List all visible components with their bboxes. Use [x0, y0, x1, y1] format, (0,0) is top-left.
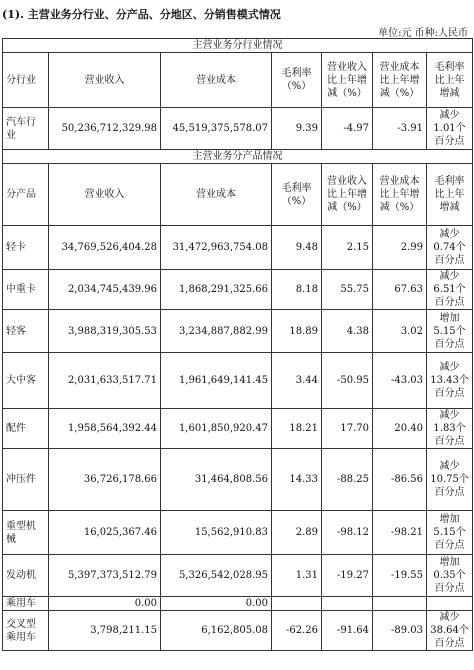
- gross-margin-value: 18.89: [272, 310, 322, 353]
- cost-value: 31,472,963,754.08: [161, 226, 272, 270]
- cost-value: 1,601,850,920.47: [161, 409, 272, 449]
- column-header: 分行业: [3, 53, 49, 108]
- table-row: [3, 611, 473, 651]
- row-name: 乘用车: [3, 597, 49, 611]
- revenue-change-value: 55.75: [322, 270, 373, 310]
- cost-value: 31,464,808.56: [161, 449, 272, 511]
- gross-margin-value: 14.33: [272, 449, 322, 511]
- column-header: 毛利率（%）: [272, 53, 322, 108]
- cost-change-value: 3.02: [373, 310, 427, 353]
- cost-change-value: -3.91: [373, 108, 427, 150]
- gross-margin-value: -62.26: [272, 611, 322, 651]
- gross-margin-change-value: 减少6.51个百分点: [427, 270, 473, 310]
- gross-margin-change-value: 增加5.15个百分点: [427, 310, 473, 353]
- gross-margin-value: 9.39: [272, 108, 322, 150]
- revenue-change-value: -88.25: [322, 449, 373, 511]
- main-business-table: [2, 38, 473, 651]
- gross-margin-value: 2.89: [272, 511, 322, 555]
- revenue-value: 0.00: [49, 597, 161, 611]
- table-row: [3, 597, 473, 611]
- section-heading-row: [3, 39, 473, 53]
- section-heading: 主营业务分产品情况: [3, 150, 473, 164]
- table-row: [3, 226, 473, 270]
- cost-value: 6,162,805.08: [161, 611, 272, 651]
- cost-change-value: 20.40: [373, 409, 427, 449]
- column-header-row: [3, 164, 473, 226]
- column-header: 营业收入比上年增减（%）: [322, 53, 373, 108]
- revenue-value: 5,397,373,512.79: [49, 555, 161, 597]
- section-heading-row: [3, 150, 473, 164]
- gross-margin-value: 1.31: [272, 555, 322, 597]
- revenue-change-value: [322, 597, 373, 611]
- cost-value: 1,961,649,141.45: [161, 353, 272, 409]
- cost-value: 3,234,887,882.99: [161, 310, 272, 353]
- revenue-change-value: -50.95: [322, 353, 373, 409]
- cost-change-value: 2.99: [373, 226, 427, 270]
- gross-margin-change-value: [427, 597, 473, 611]
- gross-margin-change-value: 减少38.64个百分点: [427, 611, 473, 651]
- row-name: 大中客: [3, 353, 49, 409]
- revenue-value: 3,988,319,305.53: [49, 310, 161, 353]
- gross-margin-value: 8.18: [272, 270, 322, 310]
- column-header: 营业成本比上年增减（%）: [373, 164, 427, 226]
- row-name: 重型机械: [3, 511, 49, 555]
- revenue-change-value: 4.38: [322, 310, 373, 353]
- column-header: 营业收入比上年增减（%）: [322, 164, 373, 226]
- gross-margin-value: 3.44: [272, 353, 322, 409]
- cost-value: 1,868,291,325.66: [161, 270, 272, 310]
- column-header: 营业成本: [161, 53, 272, 108]
- gross-margin-change-value: 减少1.83个百分点: [427, 409, 473, 449]
- cost-change-value: -19.55: [373, 555, 427, 597]
- column-header: 营业收入: [49, 53, 161, 108]
- revenue-value: 16,025,367.46: [49, 511, 161, 555]
- table-row: [3, 270, 473, 310]
- row-name: 轻客: [3, 310, 49, 353]
- table-row: [3, 108, 473, 150]
- row-name: 轻卡: [3, 226, 49, 270]
- gross-margin-value: 18.21: [272, 409, 322, 449]
- gross-margin-change-value: 增加0.35个百分点: [427, 555, 473, 597]
- revenue-value: 1,958,564,392.44: [49, 409, 161, 449]
- column-header: 毛利率比上年增减: [427, 164, 473, 226]
- cost-value: 5,326,542,028.95: [161, 555, 272, 597]
- table-row: [3, 409, 473, 449]
- revenue-change-value: -91.64: [322, 611, 373, 651]
- gross-margin-value: 9.48: [272, 226, 322, 270]
- cost-change-value: -43.03: [373, 353, 427, 409]
- cost-value: 15,562,910.83: [161, 511, 272, 555]
- row-name: 交叉型乘用车: [3, 611, 49, 651]
- column-header: 营业成本: [161, 164, 272, 226]
- revenue-change-value: -4.97: [322, 108, 373, 150]
- column-header: 分产品: [3, 164, 49, 226]
- gross-margin-change-value: 减少13.43个百分点: [427, 353, 473, 409]
- unit-currency-note: 单位:元 币种:人民币: [378, 28, 468, 39]
- table-row: [3, 353, 473, 409]
- column-header: 营业成本比上年增减（%）: [373, 53, 427, 108]
- cost-value: 45,519,375,578.07: [161, 108, 272, 150]
- section-title: (1). 主营业务分行业、分产品、分地区、分销售模式情况: [2, 8, 281, 21]
- gross-margin-value: [272, 597, 322, 611]
- row-name: 中重卡: [3, 270, 49, 310]
- row-name: 汽车行业: [3, 108, 49, 150]
- table-row: [3, 555, 473, 597]
- revenue-change-value: -19.27: [322, 555, 373, 597]
- revenue-value: 34,769,526,404.28: [49, 226, 161, 270]
- column-header: 营业收入: [49, 164, 161, 226]
- revenue-value: 2,034,745,439.96: [49, 270, 161, 310]
- revenue-value: 50,236,712,329.98: [49, 108, 161, 150]
- table-row: [3, 511, 473, 555]
- column-header-row: [3, 53, 473, 108]
- cost-change-value: -89.03: [373, 611, 427, 651]
- gross-margin-change-value: 增加5.15个百分点: [427, 511, 473, 555]
- cost-change-value: -98.21: [373, 511, 427, 555]
- revenue-value: 36,726,178.66: [49, 449, 161, 511]
- revenue-change-value: 17.70: [322, 409, 373, 449]
- revenue-value: 3,798,211.15: [49, 611, 161, 651]
- column-header: 毛利率比上年增减: [427, 53, 473, 108]
- row-name: 配件: [3, 409, 49, 449]
- revenue-change-value: -98.12: [322, 511, 373, 555]
- table-row: [3, 449, 473, 511]
- revenue-change-value: 2.15: [322, 226, 373, 270]
- cost-change-value: 67.63: [373, 270, 427, 310]
- gross-margin-change-value: 减少0.74个百分点: [427, 226, 473, 270]
- section-heading: 主营业务分行业情况: [3, 39, 473, 53]
- gross-margin-change-value: 减少10.75个百分点: [427, 449, 473, 511]
- cost-change-value: -86.56: [373, 449, 427, 511]
- revenue-value: 2,031,633,517.71: [49, 353, 161, 409]
- cost-change-value: [373, 597, 427, 611]
- gross-margin-change-value: 减少1.01个百分点: [427, 108, 473, 150]
- cost-value: 0.00: [161, 597, 272, 611]
- table-row: [3, 310, 473, 353]
- column-header: 毛利率（%）: [272, 164, 322, 226]
- row-name: 发动机: [3, 555, 49, 597]
- row-name: 冲压件: [3, 449, 49, 511]
